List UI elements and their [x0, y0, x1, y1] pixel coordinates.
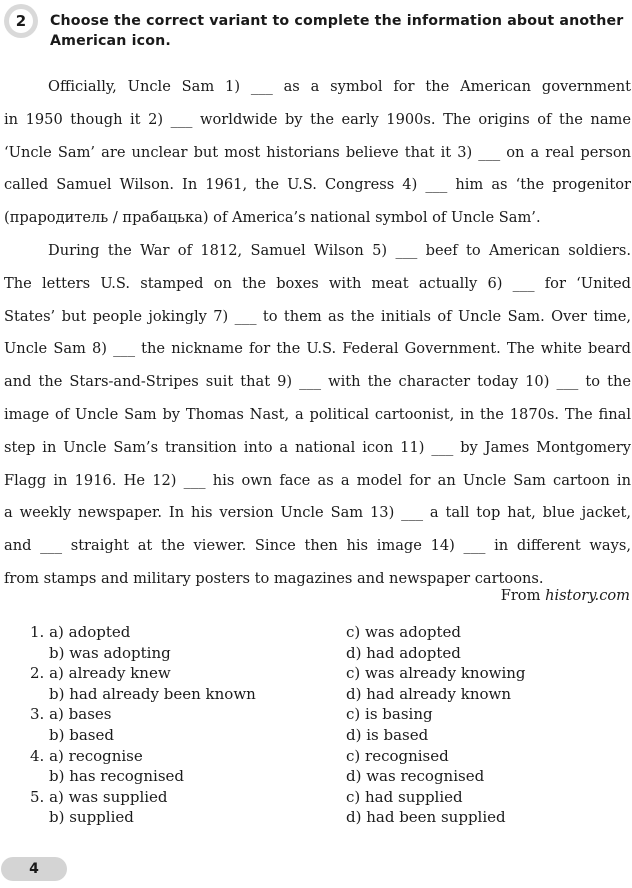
option-d: d) had been supplied	[346, 808, 506, 827]
option-c: c) is basing	[346, 705, 433, 724]
option-d: d) had adopted	[346, 643, 461, 662]
source-credit	[501, 587, 630, 605]
text-line: called Samuel Wilson. In 1961, the U.S. Congress 4) ___ him as ‘the progenitor	[4, 176, 631, 194]
option-c: c) was already knowing	[346, 664, 526, 683]
text-line: and ___ straight at the viewer. Since then his image 14) ___ in different ways,	[4, 537, 631, 555]
option-d: d) was recognised	[346, 767, 485, 786]
exercise-number: 2	[9, 9, 33, 33]
text-line: Uncle Sam 8) ___ the nickname for the U.S. Federal Government. The white beard	[4, 340, 631, 358]
text-line: States’ but people jokingly 7) ___ to them as the initials of Uncle Sam. Over time,	[4, 307, 631, 325]
text-line: in 1950 though it 2) ___ worldwide by the early 1900s. The origins of the name	[4, 110, 631, 128]
text-line: from stamps and military posters to magazines and newspaper cartoons.	[4, 569, 544, 587]
source-prefix: From	[500, 587, 546, 604]
source-site: history.com	[545, 587, 630, 604]
text-line: During the War of 1812, Samuel Wilson 5) ___ beef to American soldiers.	[48, 241, 631, 259]
text-line: (прародитель / прабацька) of America’s national symbol of Uncle Sam’.	[4, 209, 541, 227]
text-line: The letters U.S. stamped on the boxes with meat actually 6) ___ for ‘United	[4, 274, 631, 292]
exercise-number-badge	[4, 4, 38, 38]
option-d: d) is based	[346, 725, 429, 744]
text-line: Officially, Uncle Sam 1) ___ as a symbol for the American government	[48, 78, 631, 95]
option-c: c) had supplied	[346, 787, 463, 806]
options-column-right	[346, 622, 526, 828]
text-line: and the Stars-and-Stripes suit that 9) ___ with the character today 10) ___ to the	[4, 373, 631, 391]
text-line: a weekly newspaper. In his version Uncle Sam 13) ___ a tall top hat, blue jacket,	[4, 504, 631, 522]
option-b: b) based	[49, 725, 114, 744]
text-line: image of Uncle Sam by Thomas Nast, a political cartoonist, in the 1870s. The final	[4, 405, 631, 423]
option-c: c) recognised	[346, 746, 449, 765]
option-a: 1. a) adopted	[30, 623, 131, 641]
option-b: b) was adopting	[49, 643, 171, 662]
option-d: d) had already known	[346, 684, 512, 703]
exercise-instruction: Choose the correct variant to complete the information about another American icon.	[50, 13, 624, 49]
option-a: 2. a) already knew	[30, 664, 171, 683]
option-b: b) had already been known	[49, 684, 256, 703]
article-text	[4, 71, 631, 596]
option-a: 4. a) recognise	[30, 746, 143, 765]
text-line: Flagg in 1916. He 12) ___ his own face as a model for an Uncle Sam cartoon in	[4, 471, 631, 489]
text-line: ‘Uncle Sam’ are unclear but most historians believe that it 3) ___ on a real person	[4, 143, 631, 161]
option-b: b) has recognised	[49, 767, 185, 786]
options-column-left	[30, 622, 256, 828]
option-a: 5. a) was supplied	[30, 787, 168, 806]
option-a: 3. a) bases	[30, 705, 112, 724]
option-b: b) supplied	[49, 808, 134, 827]
page-number: 4	[1, 857, 67, 881]
text-line: step in Uncle Sam’s transition into a national icon 11) ___ by James Montgomery	[4, 438, 631, 456]
option-c: c) was adopted	[346, 623, 461, 641]
